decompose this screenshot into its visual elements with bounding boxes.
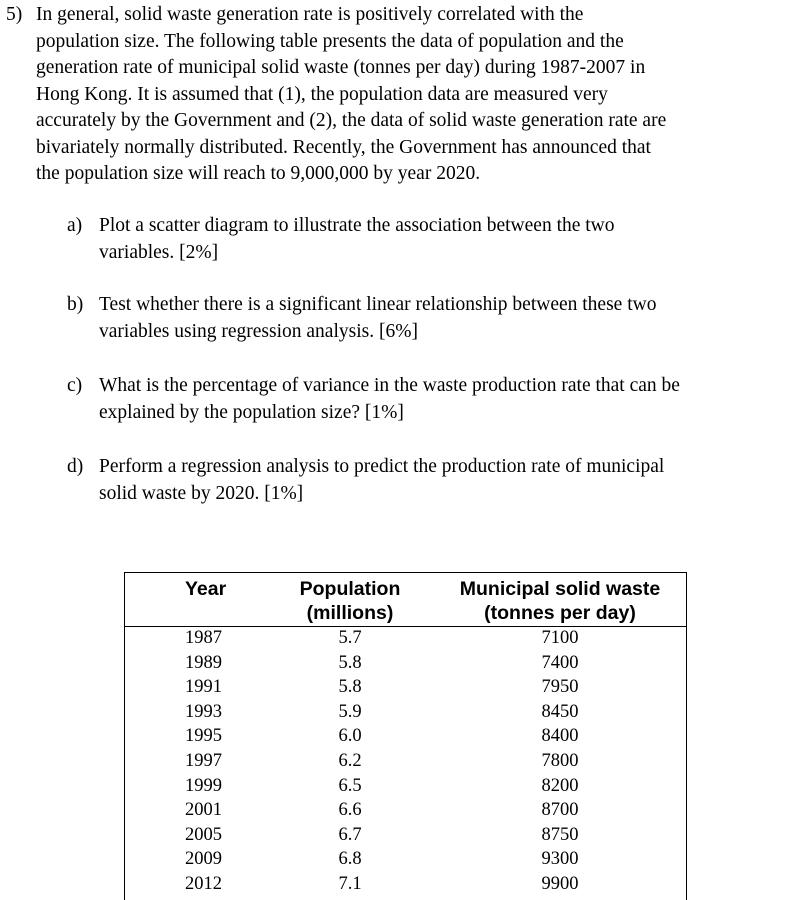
population-cell: 6.7 (338, 824, 362, 845)
table-row (125, 847, 686, 872)
population-cell: 6.2 (338, 751, 362, 771)
part-line: variables. [2%] (99, 241, 219, 263)
table-row (125, 724, 686, 749)
table-row (125, 823, 686, 848)
table-row (125, 774, 686, 799)
population-cell: 5.8 (338, 652, 362, 673)
year-cell: 1997 (185, 751, 222, 771)
year-cell: 1987 (185, 628, 222, 648)
table-row (125, 749, 686, 774)
table-row (125, 651, 686, 676)
question-line: bivariately normally distributed. Recently, the Government has announced that (36, 136, 651, 158)
waste-cell: 9300 (541, 849, 579, 870)
year-cell: 2005 (185, 824, 222, 845)
part-letter: b) (67, 294, 84, 315)
question-text (36, 2, 806, 188)
population-cell: 6.5 (338, 775, 362, 796)
question-line: In general, solid waste generation rate is positively correlated with the (36, 4, 584, 25)
waste-cell: 8400 (541, 726, 579, 747)
year-cell: 1995 (185, 726, 222, 747)
question-line: Hong Kong. It is assumed that (1), the population data are measured very (36, 83, 608, 105)
question-line: generation rate of municipal solid waste (tonnes per day) during 1987-2007 in (36, 57, 646, 78)
population-cell: 5.9 (338, 701, 362, 722)
waste-cell: 7100 (541, 628, 579, 648)
waste-cell: 8750 (541, 824, 579, 845)
part-letter: a) (67, 215, 83, 236)
population-cell: 7.1 (338, 874, 362, 894)
waste-cell: 8200 (541, 775, 579, 796)
part-line: Perform a regression analysis to predict the production rate of municipal (99, 456, 665, 477)
waste-cell: 7950 (541, 677, 579, 698)
population-cell: 6.0 (338, 726, 362, 747)
year-cell: 1993 (185, 701, 222, 722)
population-cell: 5.8 (338, 677, 362, 698)
waste-cell: 8700 (541, 800, 579, 821)
table-row (125, 675, 686, 700)
part-text (99, 454, 664, 507)
part-line: variables using regression analysis. [6%] (99, 320, 418, 342)
year-cell: 1999 (185, 775, 222, 796)
part-line: solid waste by 2020. [1%] (99, 482, 304, 504)
waste-cell: 7400 (541, 652, 579, 673)
table-row (125, 872, 686, 897)
header-population (285, 577, 415, 625)
waste-cell: 9900 (541, 874, 579, 894)
waste-cell: 8450 (541, 701, 579, 722)
part-line: What is the percentage of variance in the waste production rate that can be (99, 375, 680, 396)
year-cell: 1991 (185, 677, 222, 698)
population-cell: 5.7 (338, 628, 362, 648)
header-population-line2: (millions) (306, 602, 394, 624)
table-row (125, 798, 686, 823)
table-row (125, 626, 686, 651)
population-cell: 6.6 (338, 800, 362, 821)
year-cell: 1989 (185, 652, 222, 673)
part-letter: d) (67, 456, 84, 477)
question-line: accurately by the Government and (2), the data of solid waste generation rate are (36, 110, 667, 131)
part-line: explained by the population size? [1%] (99, 401, 404, 423)
part-line: Test whether there is a significant linear relationship between these two (99, 294, 657, 315)
question-number: 5) (6, 4, 23, 25)
question-line: population size. The following table presents the data of population and the (36, 30, 624, 52)
waste-cell: 7800 (541, 751, 579, 771)
data-table (124, 572, 687, 900)
part-text (99, 292, 656, 345)
part-line: Plot a scatter diagram to illustrate the association between the two (99, 215, 615, 236)
year-cell: 2001 (185, 800, 222, 821)
part-letter: c) (67, 375, 83, 396)
header-year: Year (185, 578, 227, 600)
table-row (125, 700, 686, 725)
header-waste-line2: (tonnes per day) (484, 602, 636, 624)
year-cell: 2012 (185, 874, 222, 894)
header-population-line1: Population (299, 578, 401, 600)
part-text (99, 213, 615, 266)
header-waste-line1: Municipal solid waste (459, 578, 661, 600)
header-waste (435, 577, 685, 625)
part-text (99, 373, 680, 426)
population-cell: 6.8 (338, 849, 362, 870)
year-cell: 2009 (185, 849, 222, 870)
question-line: the population size will reach to 9,000,000 by year 2020. (36, 163, 481, 184)
